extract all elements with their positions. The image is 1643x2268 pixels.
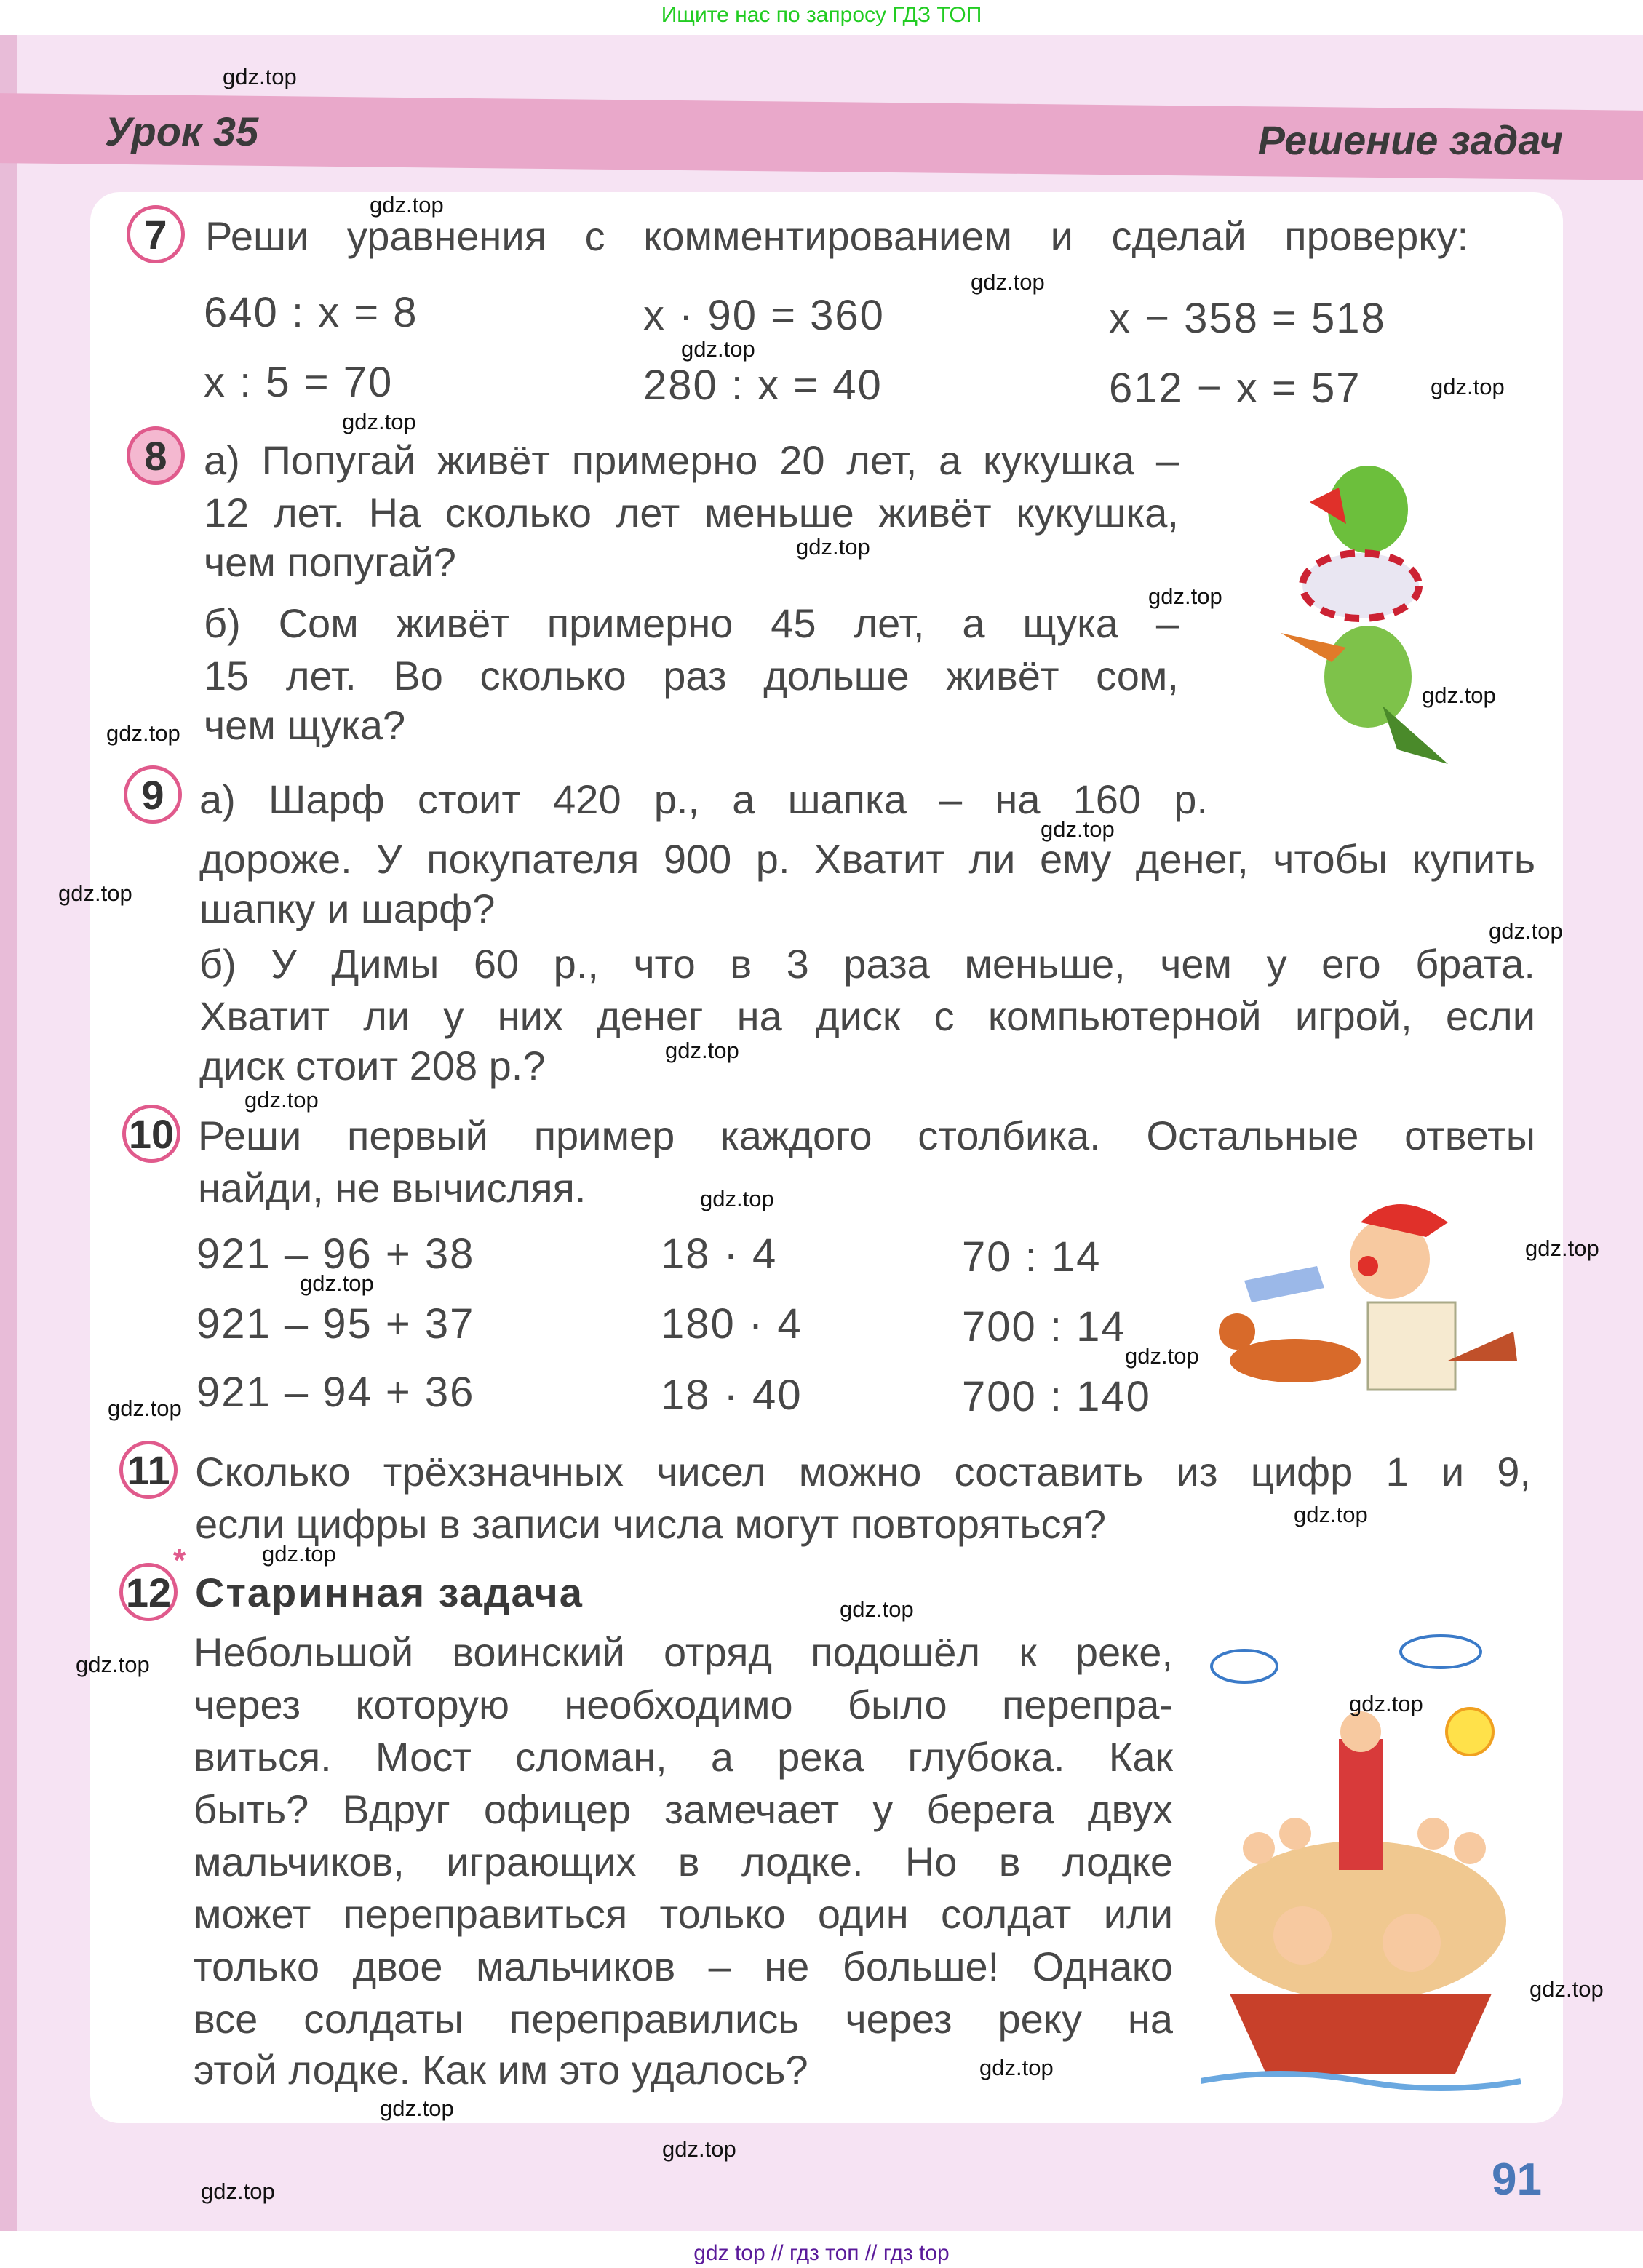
clown-dog-illustration <box>1208 1193 1528 1426</box>
watermark: gdz.top <box>971 269 1045 295</box>
watermark: gdz.top <box>1422 683 1496 708</box>
lesson-topic: Решение задач <box>1257 117 1563 163</box>
watermark: gdz.top <box>700 1186 774 1211</box>
task11-line: Сколько трёхзначных чисел можно составить из цифр 1 и 9, <box>195 1449 1531 1495</box>
example: 921 – 94 + 36 <box>196 1369 475 1416</box>
task12-title: Старинная задача <box>195 1569 584 1615</box>
task10-line: Реши первый пример каждого столбика. Остальные ответы <box>198 1113 1535 1158</box>
watermark: gdz.top <box>76 1652 150 1677</box>
example: 921 – 96 + 38 <box>196 1230 475 1278</box>
watermark: gdz.top <box>1525 1236 1599 1261</box>
watermark: gdz.top <box>840 1596 914 1622</box>
task8-line: 12 лет. На сколько лет меньше живёт кукушка, <box>204 490 1179 536</box>
example: 921 – 95 + 37 <box>196 1300 475 1348</box>
task-number-11: 11 <box>119 1441 178 1499</box>
task8-line: б) Сом живёт примерно 45 лет, а щука – <box>204 600 1179 646</box>
watermark: gdz.top <box>1349 1691 1423 1716</box>
task8-line: а) Попугай живёт примерно 20 лет, а кукушка – <box>204 437 1179 483</box>
task12-line: Небольшой воинский отряд подошёл к реке, <box>194 1629 1173 1675</box>
watermark: gdz.top <box>370 192 444 218</box>
task-number-10: 10 <box>122 1105 180 1163</box>
task-number-9: 9 <box>124 765 182 824</box>
top-banner: Ищите нас по запросу ГДЗ ТОП <box>661 3 982 27</box>
watermark: gdz.top <box>380 2096 454 2121</box>
equation: 640 : x = 8 <box>204 289 418 336</box>
task12-line: быть? Вдруг офицер замечает у берега двух <box>194 1786 1173 1832</box>
task9-line: б) У Димы 60 р., что в 3 раза меньше, чем у его брата. <box>199 941 1535 987</box>
task10-line: найди, не вычисляя. <box>198 1165 586 1211</box>
watermark: gdz.top <box>342 409 416 434</box>
watermark: gdz.top <box>262 1541 336 1567</box>
parrot-cuckoo-illustration <box>1266 458 1463 771</box>
lesson-title: Урок 35 <box>105 108 259 154</box>
equation: 280 : x = 40 <box>643 362 883 409</box>
example: 180 · 4 <box>661 1300 803 1348</box>
example: 18 · 40 <box>661 1372 803 1419</box>
task8-line: чем попугай? <box>204 539 456 585</box>
watermark: gdz.top <box>201 2179 275 2204</box>
task-number-12: 12 <box>119 1563 178 1621</box>
watermark: gdz.top <box>681 336 755 362</box>
watermark: gdz.top <box>665 1038 739 1063</box>
task9-line: шапку и шарф? <box>199 886 496 931</box>
task9-line: а) Шарф стоит 420 р., а шапка – на 160 р. <box>199 776 1208 822</box>
task12-line: этой лодке. Как им это удалось? <box>194 2047 808 2093</box>
task9-line: Хватит ли у них денег на диск с компьютерной игрой, если <box>199 993 1535 1039</box>
example: 70 : 14 <box>962 1233 1102 1281</box>
equation: 612 − x = 57 <box>1109 365 1361 412</box>
watermark: gdz.top <box>223 64 297 89</box>
task-number-7: 7 <box>127 205 185 263</box>
task12-line: через которую необходимо было перепра- <box>194 1682 1173 1727</box>
task12-line: мальчиков, играющих в лодке. Но в лодке <box>194 1839 1173 1885</box>
task12-line: может переправиться только один солдат или <box>194 1891 1173 1937</box>
watermark: gdz.top <box>300 1270 374 1296</box>
task12-line: только двое мальчиков – не больше! Однако <box>194 1943 1173 1989</box>
task12-line: все солдаты переправились через реку на <box>194 1996 1173 2042</box>
watermark: gdz.top <box>1148 584 1222 609</box>
task-number-8: 8 <box>127 426 185 485</box>
task9-line: диск стоит 208 р.? <box>199 1043 546 1089</box>
example: 18 · 4 <box>661 1230 778 1278</box>
example: 700 : 140 <box>962 1373 1151 1420</box>
watermark: gdz.top <box>1529 1976 1604 2002</box>
equation: x : 5 = 70 <box>204 359 394 406</box>
equation: x − 358 = 518 <box>1109 295 1386 342</box>
page-number: 91 <box>1492 2154 1542 2205</box>
watermark: gdz.top <box>58 880 132 906</box>
watermark: gdz.top <box>108 1396 182 1421</box>
watermark: gdz.top <box>1125 1343 1199 1369</box>
task9-line: дороже. У покупателя 900 р. Хватит ли ему денег, чтобы купить <box>199 836 1535 882</box>
task8-line: 15 лет. Во сколько раз дольше живёт сом, <box>204 653 1179 699</box>
task11-line: если цифры в записи числа могут повторяться? <box>195 1501 1107 1547</box>
task12-line: виться. Мост сломан, а река глубока. Как <box>194 1734 1173 1780</box>
watermark: gdz.top <box>979 2055 1054 2080</box>
bottom-banner: gdz top // гдз топ // гдз top <box>693 2241 950 2265</box>
page-gutter <box>0 35 17 2231</box>
watermark: gdz.top <box>244 1087 319 1113</box>
watermark: gdz.top <box>1431 374 1505 399</box>
watermark: gdz.top <box>1489 918 1563 944</box>
watermark: gdz.top <box>1041 816 1115 842</box>
watermark: gdz.top <box>106 720 180 746</box>
watermark: gdz.top <box>1294 1502 1368 1527</box>
asterisk-mark: * <box>173 1543 186 1578</box>
task7-text: Реши уравнения с комментированием и сделай проверку: <box>205 213 1468 259</box>
example: 700 : 14 <box>962 1303 1126 1350</box>
watermark: gdz.top <box>662 2136 736 2162</box>
watermark: gdz.top <box>796 534 870 560</box>
task8-line: чем щука? <box>204 702 406 748</box>
equation: x · 90 = 360 <box>643 292 885 339</box>
